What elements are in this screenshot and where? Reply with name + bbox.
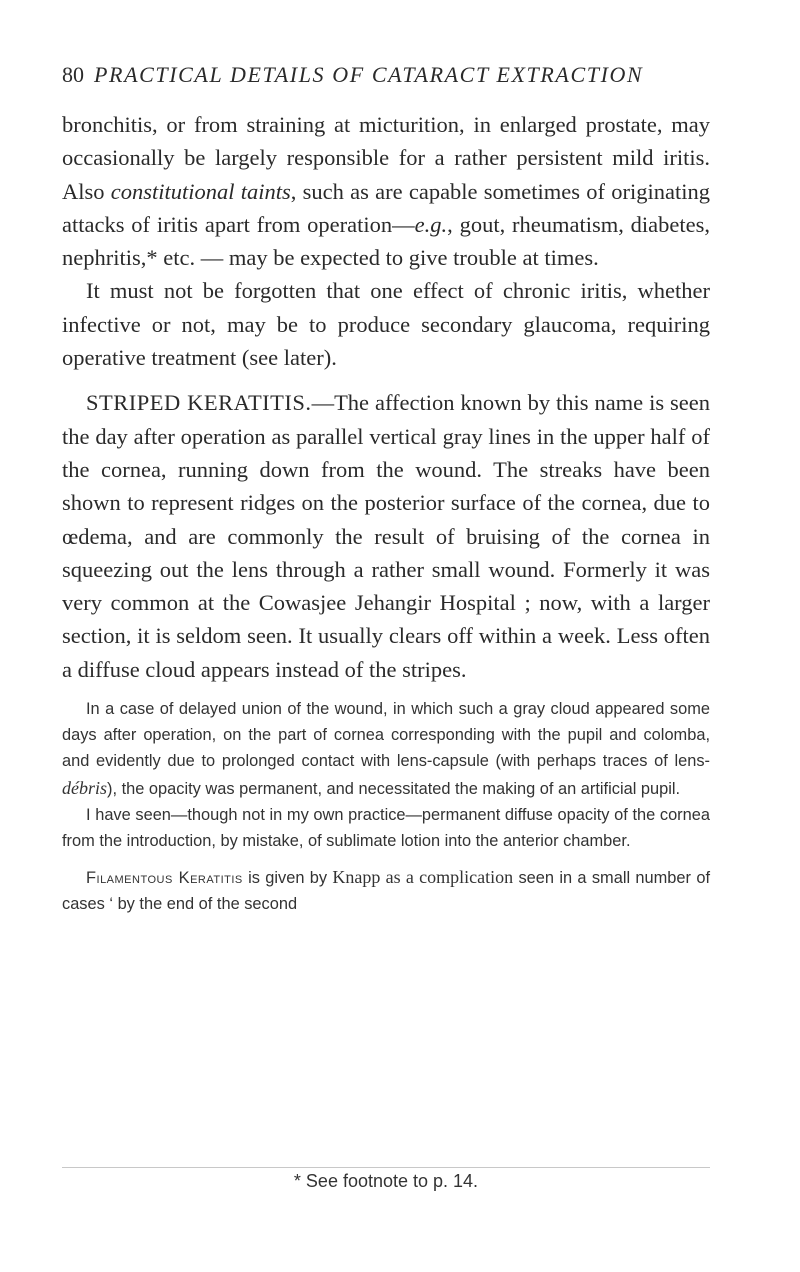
footnote: * See footnote to p. 14. bbox=[293, 1171, 479, 1191]
small-paragraph-3 bbox=[62, 864, 710, 917]
paragraph-striped-keratitis bbox=[62, 386, 710, 686]
small1-text-c: ), the opacity was permanent, and necessitated the making of an artificial pupil. bbox=[107, 779, 681, 798]
main-text bbox=[62, 108, 710, 686]
page-number: 80 bbox=[62, 62, 84, 87]
para1-italic-b: constitutional taints bbox=[110, 178, 291, 204]
filamentous-heading: Filamentous Keratitis bbox=[86, 869, 243, 888]
small-paragraph-2: I have seen—though not in my own practice—permanent diffuse opacity of the cornea from the introduction, by mistake, of sublimate lotion into the anterior chamber. bbox=[62, 805, 710, 851]
section-text: —The affection known by this name is seen the day after operation as parallel vertical gray lines in the upper half of the cornea, running down from the wound. The streaks have been shown to represent ridges on the posterior surface of the cornea, due to œdema, and are commonly the result of bruising of the cornea in squeezing out the lens through a rather small wound. Formerly it was very common at the Cowasjee Jehangir Hospital ; now, with a larger section, it is seldom seen. It usually clears off within a week. Less often a diffuse cloud appears instead of the stripes. bbox=[62, 390, 710, 682]
page bbox=[62, 62, 710, 918]
footnote-rule bbox=[62, 1167, 710, 1168]
small1-text-a: In a case of delayed union of the wound, in which such a gray cloud appeared some days after operation, on the part of cornea corresponding with the pupil and colomba, and evidently due to prolonged contact with lens-capsule (with perhaps traces of lens- bbox=[62, 700, 710, 771]
running-header bbox=[62, 62, 710, 98]
para1-text-e: , gout, rheumatism, diabetes, nephritis,* etc. — may be expected to give trouble at times. bbox=[62, 211, 710, 271]
small-paragraph-1 bbox=[62, 696, 710, 802]
para1-text-c: , such as are capable sometimes of originating attacks of iritis apart from operation— bbox=[62, 178, 710, 237]
paragraph-1 bbox=[62, 108, 710, 274]
paragraph-2: It must not be forgotten that one effect of chronic iritis, whether infective or not, may be to produce secondary glaucoma, requiring operative treatment (see later). bbox=[62, 278, 710, 371]
small1-italic-b: débris bbox=[62, 777, 107, 798]
para1-italic-d: e.g. bbox=[414, 211, 448, 237]
small3-text-b: Knapp as a complication bbox=[332, 867, 514, 888]
running-title: PRACTICAL DETAILS OF CATARACT EXTRACTION bbox=[94, 62, 644, 87]
para1-text-a: bronchitis, or from straining at micturition, in enlarged prostate, may occasionally be largely responsible for a rather persistent mild iritis. Also bbox=[62, 112, 710, 204]
small3-text-a: is given by bbox=[242, 869, 333, 888]
small3-text-c: seen in a small number of cases ‘ by the end of the second bbox=[62, 869, 710, 914]
section-heading: STRIPED KERATITIS. bbox=[86, 390, 312, 416]
small-print bbox=[62, 696, 710, 918]
